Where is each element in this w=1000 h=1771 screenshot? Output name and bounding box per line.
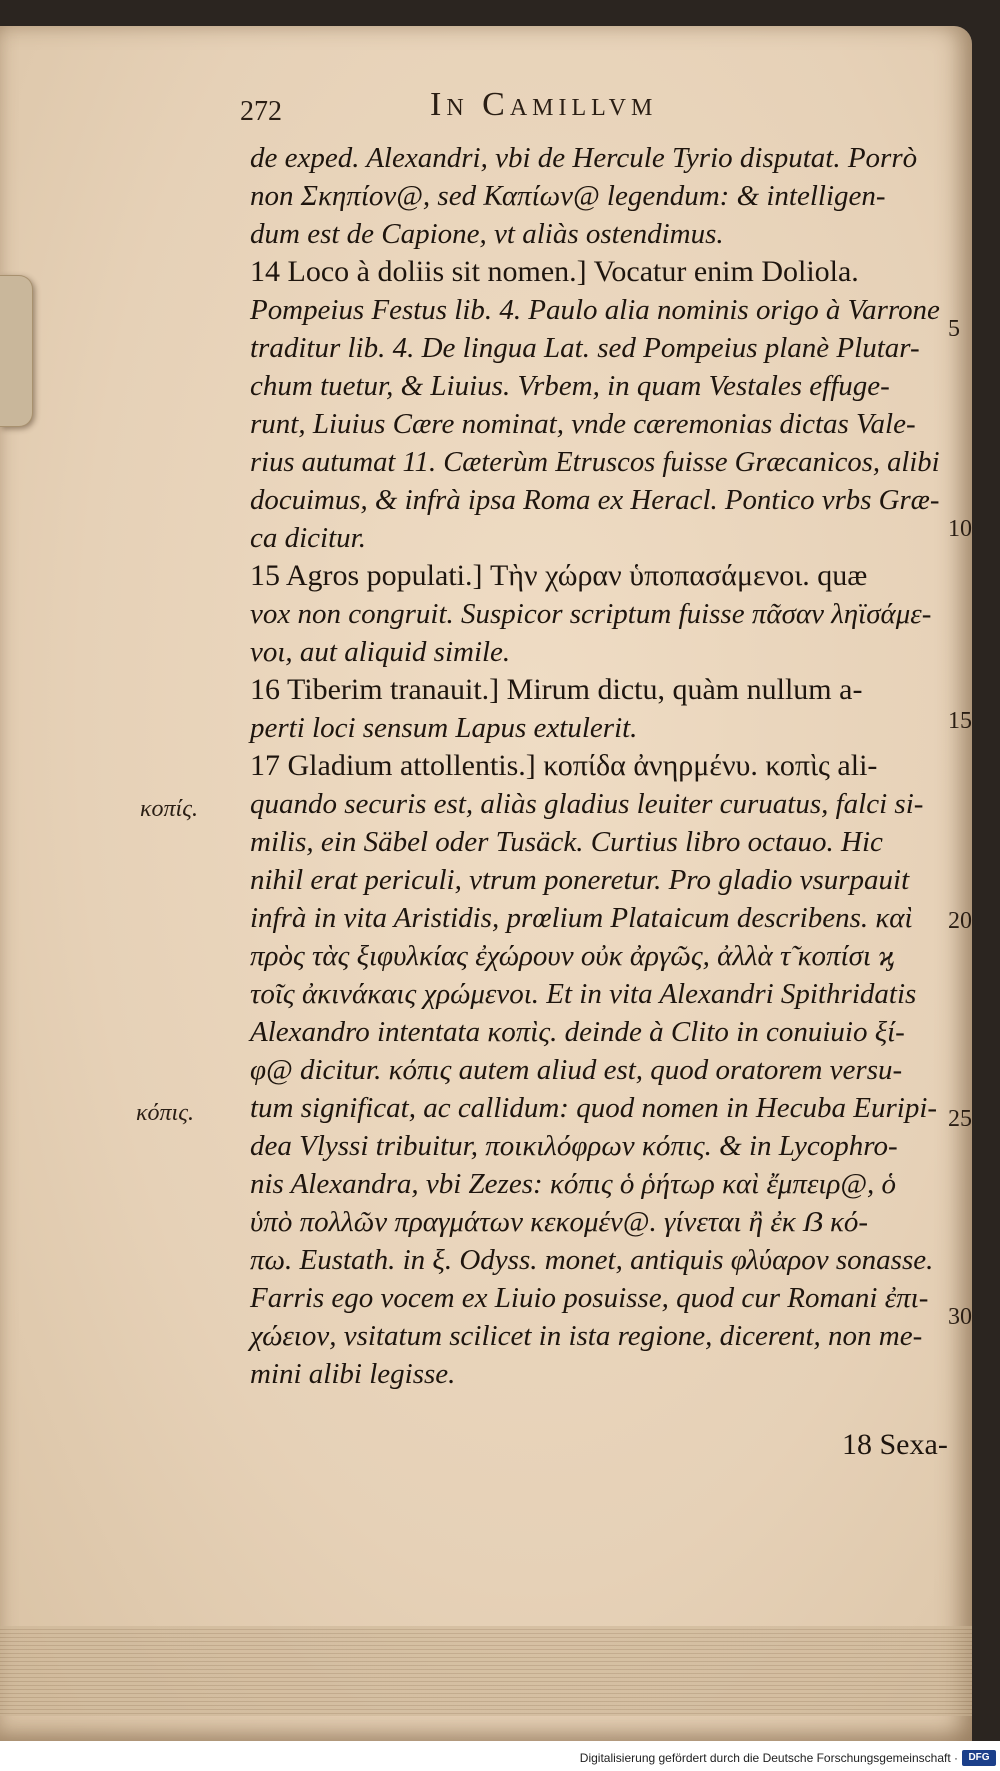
text-line: dum est de Capione, vt aliàs ostendimus. [250, 218, 724, 250]
text-line: φ@ dicitur. κόπις autem aliud est, quod oratorem versu- [250, 1054, 903, 1086]
margin-note: κοπίς. [140, 796, 198, 822]
page-stack-edge [0, 1626, 972, 1716]
text-line: πρὸς τὰς ξιφυλκίας ἐχώρουν οὐκ ἀργῶς, ἀλλὰ τ̃ κοπίσι ϗ [250, 940, 895, 972]
text-line: πω. Eustath. in ξ. Odyss. monet, antiquis φλύαρον sonasse. [250, 1244, 934, 1276]
running-head [240, 82, 800, 128]
text-line: mini alibi legisse. [250, 1358, 456, 1390]
text-line: τοῖς ἀκινάκαις χρώμενοι. Et in vita Alexandri Spithridatis [250, 978, 917, 1010]
text-line: traditur lib. 4. De lingua Lat. sed Pompeius planè Plutar- [250, 332, 920, 364]
note-heading: 17 Gladium attollentis.] κοπίδα ἀνηρμένυ. κοπὶς ali- [250, 749, 878, 782]
text-line: Pompeius Festus lib. 4. Paulo alia nominis origo à Varrone [250, 294, 940, 326]
text-line: dea Vlyssi tribuitur, ποικιλόφρων κόπις. & in Lycophro- [250, 1130, 898, 1162]
running-title: In Camillvm [430, 86, 658, 123]
text-line: quando securis est, aliàs gladius leuiter curuatus, falci si- [250, 788, 924, 820]
text-line: rius autumat 11. Cæterùm Etruscos fuisse Græcanicos, alibi [250, 446, 940, 478]
catchword: 18 Sexa- [842, 1428, 948, 1461]
note-heading: 16 Tiberim tranauit.] Mirum dictu, quàm nullum a- [250, 673, 863, 706]
text-line: docuimus, & infrà ipsa Roma ex Heracl. Pontico vrbs Græ- [250, 484, 940, 516]
line-number: 10 [948, 516, 972, 542]
line-number: 5 [948, 316, 960, 342]
text-line: Alexandro intentata κοπὶς. deinde à Clito in conuiuio ξί- [250, 1016, 905, 1048]
text-line: ca dicitur. [250, 522, 366, 554]
text-line: Farris ego vocem ex Liuio posuisse, quod cur Romani ἐπι- [250, 1282, 929, 1314]
text-line: perti loci sensum Lapus extulerit. [250, 712, 638, 744]
text-line: nis Alexandra, vbi Zezes: κόπις ὁ ῥήτωρ καὶ ἔμπειρ@, ὁ [250, 1168, 897, 1200]
text-line: milis, ein Säbel oder Tusäck. Curtius libro octauo. Hic [250, 826, 883, 858]
line-number: 20 [948, 908, 972, 934]
line-number: 15 [948, 708, 972, 734]
line-number: 25 [948, 1106, 972, 1132]
text-line: infrà in vita Aristidis, prœlium Plataicum describens. καὶ [250, 902, 913, 934]
bookmark-tab [0, 275, 33, 427]
dfg-logo-icon: DFG [962, 1750, 996, 1766]
digitization-credit: Digitalisierung gefördert durch die Deutsche Forschungsgemeinschaft · [579, 1751, 958, 1765]
page-number: 272 [240, 96, 282, 127]
text-line: vox non congruit. Suspicor scriptum fuisse πᾶσαν ληϊσάμε- [250, 598, 932, 630]
text-line: χώειον, vsitatum scilicet in ista regione, dicerent, non me- [250, 1320, 923, 1352]
text-line: ὑπὸ πολλῶν πραγμάτων κεκομέν@. γίνεται ἢ ἐκ ẞ κό- [250, 1206, 869, 1238]
note-heading: 15 Agros populati.] Τὴν χώραν ὑποπασάμενοι. quæ [250, 559, 868, 592]
text-line: nihil erat periculi, vtrum poneretur. Pro gladio vsurpauit [250, 864, 910, 896]
text-line: chum tuetur, & Liuius. Vrbem, in quam Vestales effuge- [250, 370, 890, 402]
text-line: runt, Liuius Cære nominat, vnde cæremonias dictas Vale- [250, 408, 916, 440]
text-line: non Σκηπίον@, sed Καπίων@ legendum: & intelligen- [250, 180, 886, 212]
margin-note: κόπις. [136, 1100, 194, 1126]
text-line: de exped. Alexandri, vbi de Hercule Tyrio disputat. Porrò [250, 142, 918, 174]
line-number: 30 [948, 1304, 972, 1330]
text-line: νοι, aut aliquid simile. [250, 636, 511, 668]
text-line: tum significat, ac callidum: quod nomen in Hecuba Euripi- [250, 1092, 938, 1124]
note-heading: 14 Loco à doliis sit nomen.] Vocatur enim Doliola. [250, 255, 859, 288]
